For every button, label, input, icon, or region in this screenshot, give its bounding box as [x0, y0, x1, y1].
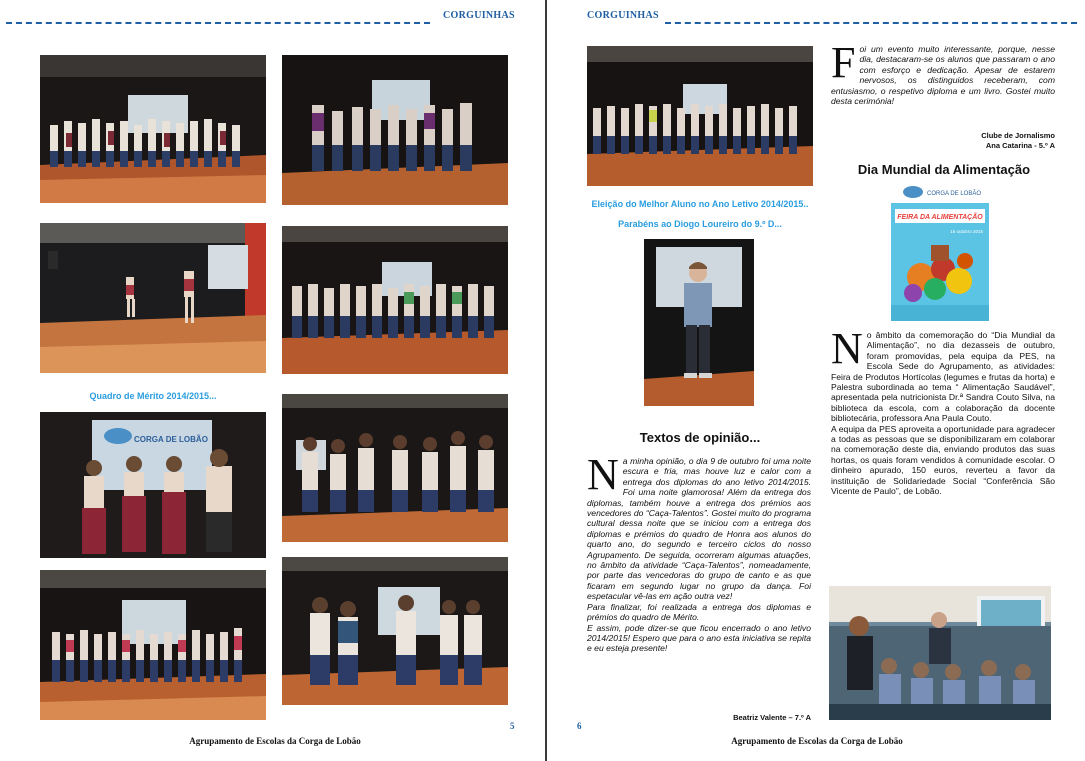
opinion-paragraph-1: a minha opinião, o dia 9 de outubro foi uma noite escura e fria, mas houve luz e calor com a entrega dos diplomas do ano letivo 2014/2015. Foi uma noite glamorosa! Além da entrega dos diplomas, também houve a entrega dos prémios aos vencedores do “Caça-Talentos”. Gostei muito do programa cultural dessa noite que se iniciou com a entrega dos diplomas e prémios do quadro de Honra aos alunos do quarto ano, do segundo e terceiro ciclos do nosso Agrupamento. De seguida, ocorreram algumas atuações, no âmbito da atividade “Caça-Talentos”, nomeadamente, por parte das vencedoras do grupo de canto e as que ficaram em segundo lugar no grupo da dança. Foi espetacular vê-las em ação outra vez!: [587, 456, 811, 602]
opinion-paragraph-3: E assim, pode dizer-se que ficou encerrado o ano letivo 2014/2015! Espero que para o ano esta iniciativa se repita e eu esteja presente!: [587, 622, 811, 654]
footer-right: Agrupamento de Escolas da Corga de Lobão: [731, 736, 903, 746]
opinion-dropcap: N: [587, 450, 619, 499]
congrats-caption: Parabéns ao Diogo Loureiro do 9.º D...: [618, 219, 782, 229]
poster-title-text: FEIRA DA ALIMENTAÇÃO: [897, 214, 983, 221]
opinion-signature: Beatriz Valente – 7.º A: [733, 713, 811, 722]
quote-dropcap: F: [831, 38, 856, 87]
opinion-article: [587, 450, 811, 654]
best-student-group-photo: [587, 46, 813, 186]
right-page: [547, 0, 1085, 761]
opinion-paragraph-2: Para finalizar, foi realizada a entrega dos diplomas e prémios do quadro de Mérito.: [587, 601, 811, 623]
group-on-stage-photo-3: [282, 226, 508, 374]
quote-article: [831, 38, 1055, 107]
food-day-article: [831, 324, 1055, 497]
header-rule-left: [6, 22, 430, 24]
food-day-paragraph-2: A equipa da PES aproveita a oportunidade para agradecer a todas as pessoas que se disponibilizaram em colaborar na comemoração deste dia, enviando produtos das suas hortas, os quais foram vendidos à comunidade escolar. O dinheiro apurado, 150 euros, reverteu a favor da instituição de Solidariedade Social “Conferência São Vicente de Paulo”, de Lobão.: [831, 423, 1055, 497]
footer-left: Agrupamento de Escolas da Corga de Lobão: [189, 736, 361, 746]
food-day-paragraph-1: o âmbito da comemoração do “Dia Mundial da Alimentação”, no dia dezasseis de outubro, foram promovidas, pela equipa da PES, na Escola Sede do Agrupamento, as atividades: Feira de Produtos Hortícolas (legumes e frutas da horta) e Palestra subordinada ao tema “ Alimentação Saudável”, apresentada pela nutricionista Dr.ª Sandra Couto Silva, na biblioteca da escola, com a colaboração da docente bibliotecária, professora Ana Paula Couto.: [831, 330, 1055, 424]
page-number-right: 6: [577, 721, 582, 731]
best-student-portrait-photo: [644, 239, 754, 406]
food-fair-poster: [891, 181, 989, 321]
group-on-stage-photo-4: [40, 570, 266, 720]
left-photo-caption: Quadro de Mérito 2014/2015...: [89, 391, 217, 401]
masthead-title-right: CORGUINHAS: [587, 10, 659, 21]
group-on-stage-photo-2: [282, 55, 508, 205]
dance-performance-photo: [40, 223, 266, 373]
page-number-left: 5: [510, 721, 515, 731]
screen-logo-text: CORGA DE LOBÃO: [134, 435, 208, 444]
poster-logo-text: CORGA DE LOBÃO: [927, 191, 982, 197]
food-day-heading: Dia Mundial da Alimentação: [857, 162, 1031, 177]
best-student-caption: Eleição do Melhor Aluno no Ano Letivo 2014/2015..: [591, 199, 809, 209]
group-on-stage-photo-1: [40, 55, 266, 203]
opinion-heading: Textos de opinião...: [639, 430, 761, 445]
award-ceremony-photo-2: [282, 394, 508, 542]
award-ceremony-photo-3: [282, 557, 508, 705]
poster-date-text: 16 outubro 2015: [950, 229, 983, 234]
award-ceremony-photo-1: [40, 412, 266, 558]
nutrition-lecture-photo: [829, 586, 1051, 720]
quote-signature-author: Ana Catarina - 5.º A: [985, 141, 1055, 150]
quote-text: oi um evento muito interessante, porque, nesse dia, destacaram-se os alunos que passaram o ano com esforço e dedicação. Apesar de estarem nervosos, os distinguidos receberam, com entusiasmo, o respetivo diploma e um livro. Gostei muito desta cerimónia!: [831, 44, 1055, 107]
header-rule-right: [665, 22, 1077, 24]
quote-signature-club: Clube de Jornalismo: [981, 131, 1055, 140]
masthead-title-left: CORGUINHAS: [443, 10, 515, 21]
food-day-dropcap: N: [831, 324, 863, 373]
